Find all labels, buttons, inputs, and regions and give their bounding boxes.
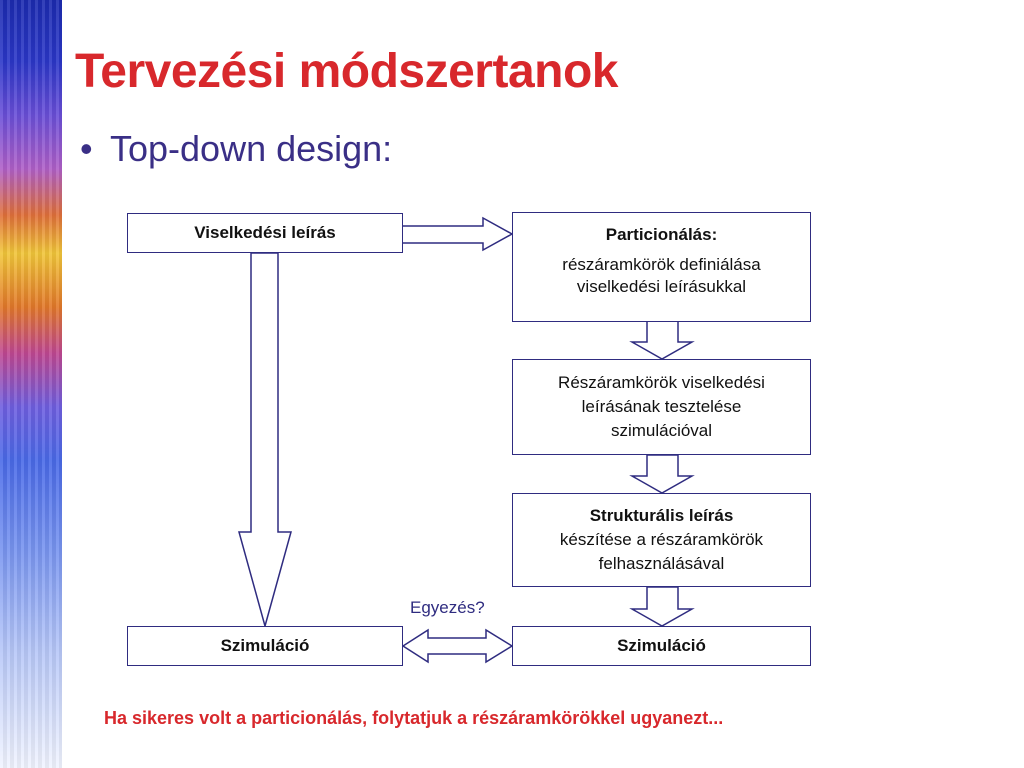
simulation-right-label: Szimuláció <box>617 636 706 655</box>
arrow-structural-to-simulation <box>632 587 692 626</box>
partitioning-line-2: viselkedési leírásukkal <box>576 277 747 296</box>
page-title: Tervezési módszertanok <box>75 45 618 98</box>
match-question-label: Egyezés? <box>410 598 485 617</box>
structural-line-2: felhasználásával <box>598 554 725 573</box>
simulation-left-label: Szimuláció <box>220 636 310 655</box>
partitioning-box <box>512 212 811 322</box>
structural-description-box <box>512 493 811 587</box>
behavior-description-box <box>127 213 403 253</box>
bullet-text: Top-down design: <box>110 128 393 169</box>
bullet-dot-icon: • <box>80 128 93 169</box>
arrow-test-to-structural <box>632 455 692 493</box>
behavior-test-line-2: leírásának tesztelése <box>581 397 742 416</box>
structural-line-1: készítése a részáramkörök <box>559 530 764 549</box>
behavior-test-line-3: szimulációval <box>610 421 713 440</box>
partitioning-heading: Particionálás: <box>605 225 718 244</box>
structural-heading: Strukturális leírás <box>589 506 734 525</box>
behavior-description-label: Viselkedési leírás <box>194 223 336 242</box>
arrow-behavior-to-partition <box>402 218 512 250</box>
arrow-behavior-to-simulation <box>239 253 291 626</box>
behavior-test-box <box>512 359 811 455</box>
simulation-right-box <box>512 626 811 666</box>
behavior-test-line-1: Részáramkörök viselkedési <box>558 373 765 392</box>
partitioning-line-1: részáramkörök definiálása <box>562 255 761 274</box>
footer-note: Ha sikeres volt a particionálás, folytatjuk a részáramkörökkel ugyanezt... <box>104 708 724 728</box>
double-arrow-simulations <box>403 630 512 662</box>
arrow-partition-to-test <box>632 321 692 359</box>
simulation-left-box <box>127 626 403 666</box>
